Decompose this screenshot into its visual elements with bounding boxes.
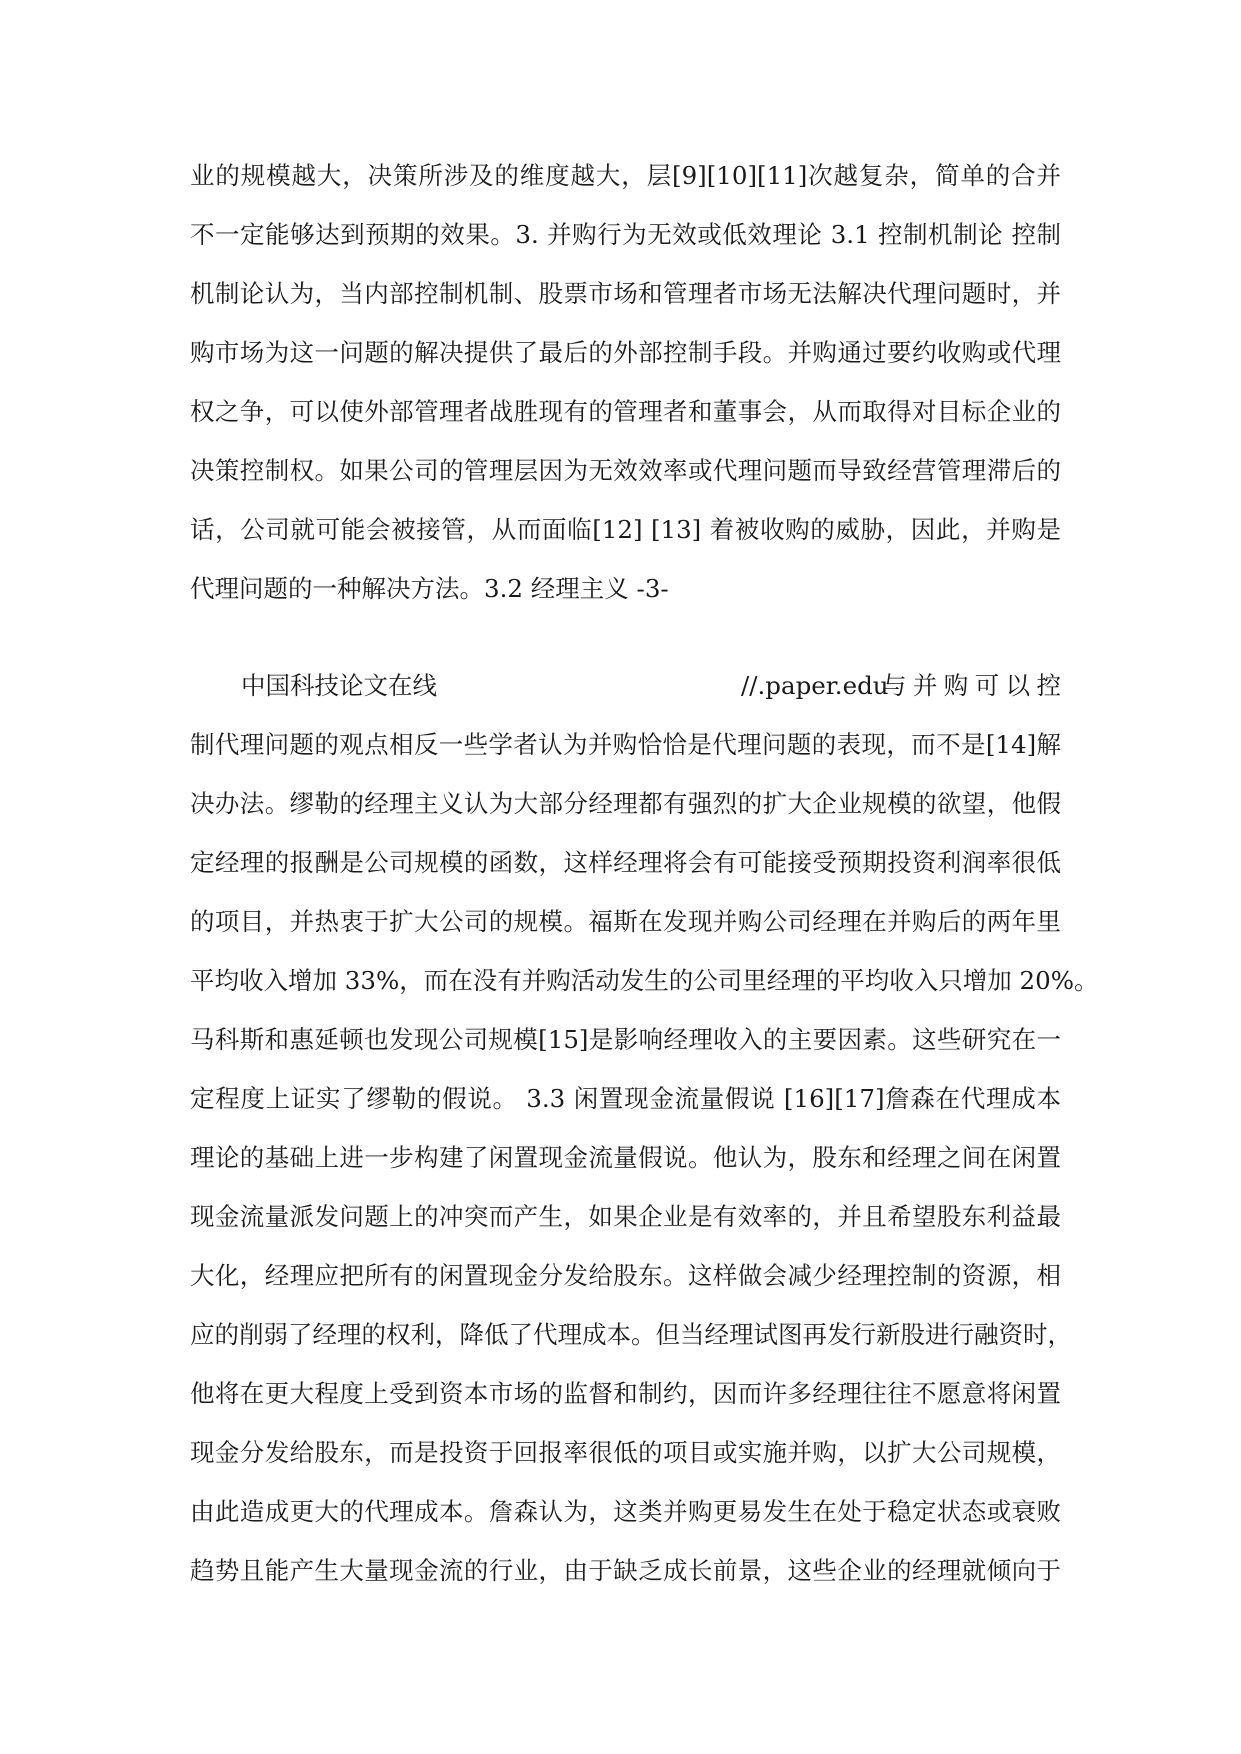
paragraph-start: 与并购可以控 xyxy=(882,671,1061,700)
text-line: 制代理问题的观点相反一些学者认为并购恰恰是代理问题的表现，而不是[14]解 xyxy=(190,730,1061,759)
text-line: 定经理的报酬是公司规模的函数，这样经理将会有可能接受预期投资利润率很低 xyxy=(190,848,1061,877)
text-line: 平均收入增加 33%，而在没有并购活动发生的公司里经理的平均收入只增加 20%。 xyxy=(190,966,1099,995)
text-line: 马科斯和惠延顿也发现公司规模[15]是影响经理收入的主要因素。这些研究在一 xyxy=(190,1025,1061,1054)
text-line: 由此造成更大的代理成本。詹森认为，这类并购更易发生在处于稳定状态或衰败 xyxy=(190,1497,1061,1526)
text-line: 业的规模越大，决策所涉及的维度越大，层[9][10][11]次越复杂，简单的合并 xyxy=(190,161,1061,190)
text-line: 话，公司就可能会被接管，从而面临[12] [13] 着被收购的威胁，因此，并购是 xyxy=(190,515,1061,544)
page-header xyxy=(0,671,1241,701)
text-line: 决策控制权。如果公司的管理层因为无效效率或代理问题而导致经营管理滞后的 xyxy=(190,456,1061,485)
text-line: 不一定能够达到预期的效果。3. 并购行为无效或低效理论 3.1 控制机制论 控制 xyxy=(190,220,1061,249)
text-line: 理论的基础上进一步构建了闲置现金流量假说。他认为，股东和经理之间在闲置 xyxy=(190,1143,1061,1172)
text-line: 的项目，并热衷于扩大公司的规模。福斯在发现并购公司经理在并购后的两年里 xyxy=(190,907,1061,936)
text-line: 权之争，可以使外部管理者战胜现有的管理者和董事会，从而取得对目标企业的 xyxy=(190,397,1061,426)
text-line: 定程度上证实了缪勒的假说。 3.3 闲置现金流量假说 [16][17]詹森在代理成本 xyxy=(190,1084,1061,1113)
text-line: 大化，经理应把所有的闲置现金分发给股东。这样做会减少经理控制的资源，相 xyxy=(190,1261,1061,1290)
text-line: 决办法。缪勒的经理主义认为大部分经理都有强烈的扩大企业规模的欲望，他假 xyxy=(190,789,1061,818)
text-line: 现金分发给股东，而是投资于回报率很低的项目或实施并购，以扩大公司规模， xyxy=(190,1438,1061,1467)
site-url: //.paper.edu xyxy=(741,671,889,700)
site-name: 中国科技论文在线 xyxy=(241,671,437,700)
text-line: 机制论认为，当内部控制机制、股票市场和管理者市场无法解决代理问题时，并 xyxy=(190,279,1061,308)
text-line: 他将在更大程度上受到资本市场的监督和制约，因而许多经理往往不愿意将闲置 xyxy=(190,1379,1061,1408)
text-line: 应的削弱了经理的权利，降低了代理成本。但当经理试图再发行新股进行融资时， xyxy=(190,1320,1072,1349)
text-line: 代理问题的一种解决方法。3.2 经理主义 -3- xyxy=(190,574,669,603)
text-line: 购市场为这一问题的解决提供了最后的外部控制手段。并购通过要约收购或代理 xyxy=(190,338,1061,367)
text-line: 趋势且能产生大量现金流的行业，由于缺乏成长前景，这些企业的经理就倾向于 xyxy=(190,1556,1061,1585)
text-line: 现金流量派发问题上的冲突而产生，如果企业是有效率的，并且希望股东利益最 xyxy=(190,1202,1061,1231)
